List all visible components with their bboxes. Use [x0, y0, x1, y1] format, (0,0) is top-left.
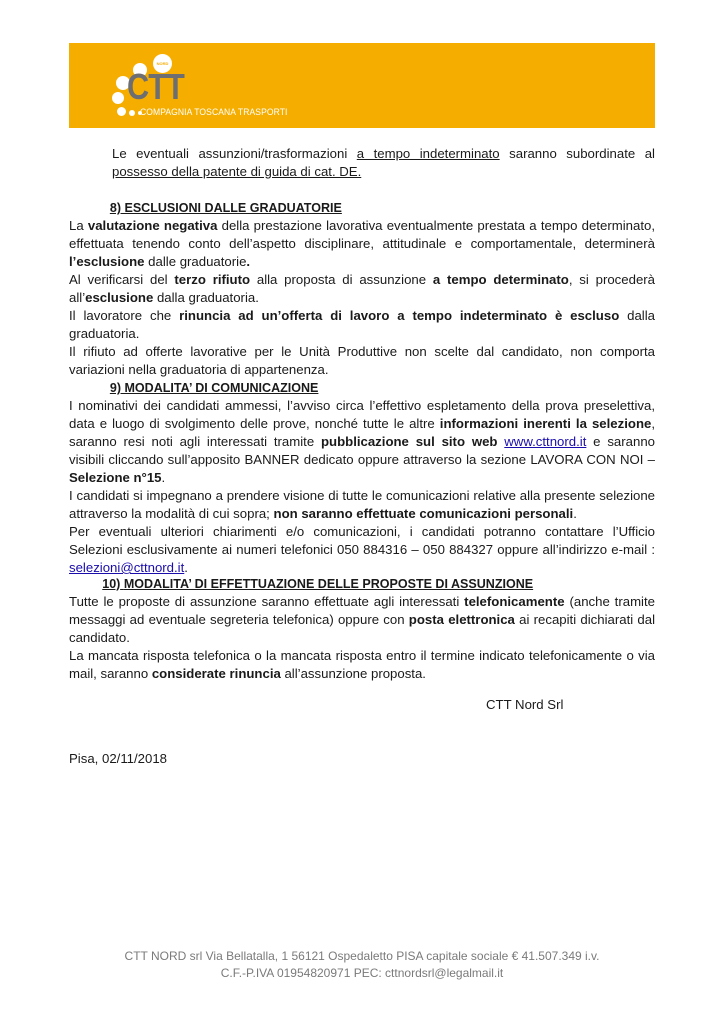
bold-text: .	[246, 254, 251, 269]
section-9-paragraph-3	[69, 523, 655, 577]
section-8-paragraph-4: Il rifiuto ad offerte lavorative per le Unità Produttive non scelte dal candidato, non comporta variazioni nella graduatoria di appartenenza.	[69, 344, 655, 377]
logo-dot	[129, 110, 135, 116]
text: Il lavoratore che	[69, 308, 180, 323]
intro-paragraph	[69, 145, 655, 181]
logo-tagline: COMPAGNIA TOSCANA TRASPORTI	[140, 107, 288, 118]
text: alla proposta di assunzione	[250, 272, 433, 287]
bold-text: valutazione negativa	[87, 218, 218, 233]
bold-text: esclusione	[85, 290, 154, 305]
section-10-paragraph-2	[69, 647, 655, 683]
section-title: MODALITA’ DI EFFETTUAZIONE DELLE PROPOSTE DI ASSUNZIONE	[123, 576, 534, 591]
bold-text: terzo rifiuto	[174, 272, 251, 287]
text: , saranno resi noti agli interessati tramite	[69, 416, 656, 449]
section-9-paragraph-2	[69, 487, 655, 523]
text: Tutte le proposte di assunzione saranno effettuate agli interessati	[69, 594, 465, 609]
bold-text: l’esclusione	[69, 254, 145, 269]
signature: CTT Nord Srl	[486, 697, 564, 712]
text: Le eventuali assunzioni/trasformazioni	[112, 146, 357, 161]
section-9-paragraph-1	[69, 397, 655, 487]
text: .	[184, 560, 188, 575]
text: ai recapiti dichiarati dal candidato.	[69, 612, 655, 645]
text: .	[573, 506, 577, 521]
bold-text: Selezione n°15	[69, 470, 162, 485]
website-link[interactable]: www.cttnord.it	[504, 434, 587, 449]
text: (anche tramite messaggi ad eventuale segreteria telefonica) oppure con	[69, 594, 655, 627]
section-9	[69, 379, 655, 577]
bold-text: a tempo determinato	[432, 272, 569, 287]
bold-text: posta elettronica	[408, 612, 515, 627]
text: I candidati si impegnano a prendere visione di tutte le comunicazioni relative alla presente selezione attraverso la modalità di cui sopra;	[69, 488, 655, 521]
intro-block	[69, 145, 655, 181]
text: dalla graduatoria.	[69, 308, 655, 341]
text: e saranno visibili cliccando sull’apposito BANNER dedicato oppure attraverso la sezione LAVORA CON NOI –	[69, 434, 655, 467]
text: dalle graduatorie	[144, 254, 247, 269]
section-10	[69, 575, 655, 683]
text: I nominativi dei candidati ammessi, l’avviso circa l’effettivo espletamento della prova preselettiva, data e luogo di svolgimento delle prove, nonché tutte le altre	[69, 398, 655, 431]
text: .	[161, 470, 166, 485]
footer-tax-info: C.F.-P.IVA 01954820971 PEC: cttnordsrl@legalmail.it	[220, 966, 504, 980]
bold-text: pubblicazione sul sito web	[320, 434, 498, 449]
section-9-heading: 9) MODALITA’ DI COMUNICAZIONE	[109, 380, 319, 395]
text: Per eventuali ulteriori chiarimenti e/o comunicazioni, i candidati potranno contattare l’Ufficio Selezioni esclusivamente ai numeri telefonici 050 884316 – 050 884327 oppure all’indirizzo e-mail :	[69, 524, 655, 557]
underlined-text: a tempo indeterminato	[356, 146, 500, 161]
ctt-logo	[109, 49, 329, 124]
section-8-heading: 8) ESCLUSIONI DALLE GRADUATORIE	[109, 200, 342, 215]
section-10-heading	[69, 575, 626, 593]
text: all’assunzione proposta.	[280, 666, 426, 681]
section-number: 10)	[102, 576, 121, 591]
section-8	[69, 199, 655, 379]
section-8-paragraph-3	[69, 307, 655, 343]
bold-text: informazioni inerenti la selezione	[439, 416, 652, 431]
section-10-paragraph-1	[69, 593, 655, 647]
document-date: Pisa, 02/11/2018	[69, 751, 168, 766]
section-8-paragraph-2	[69, 271, 655, 307]
text: , si procederà all’	[69, 272, 656, 305]
bold-text: considerate rinuncia	[151, 666, 281, 681]
text: dalla graduatoria.	[153, 290, 259, 305]
bold-text: rinuncia ad un’offerta di lavoro a tempo indeterminato è escluso	[179, 308, 620, 323]
page-footer	[0, 948, 724, 982]
bold-text: non saranno effettuate comunicazioni personali	[273, 506, 574, 521]
nord-badge: NORD	[153, 54, 172, 73]
text: della prestazione lavorativa eventualmente prestata a tempo determinato, effettuata tenendo conto dell’aspetto disciplinare, attitudinale e comportamentale, determinerà	[69, 218, 655, 251]
logo-wordmark: CTT	[127, 66, 184, 107]
text: saranno subordinate al	[499, 146, 655, 161]
logo-dot	[117, 107, 126, 116]
underlined-text: possesso della patente di guida di cat. DE.	[112, 164, 362, 179]
text: Al verificarsi del	[69, 272, 175, 287]
bold-text: telefonicamente	[464, 594, 565, 609]
text: La mancata risposta telefonica o la mancata risposta entro il termine indicato telefonicamente o via mail, saranno	[69, 648, 655, 681]
section-8-paragraph-1	[69, 217, 655, 271]
text: La	[69, 218, 88, 233]
email-link[interactable]: selezioni@cttnord.it	[69, 560, 185, 575]
header-banner	[69, 43, 655, 128]
logo-dot	[112, 92, 124, 104]
footer-address: CTT NORD srl Via Bellatalla, 1 56121 Ospedaletto PISA capitale sociale € 41.507.349 i.v.	[124, 949, 600, 963]
